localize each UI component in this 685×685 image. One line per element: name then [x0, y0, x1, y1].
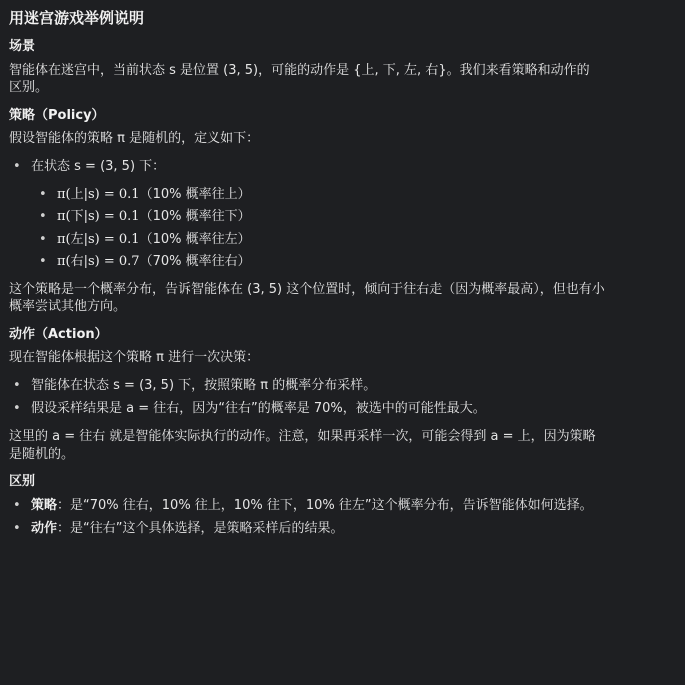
action-intro: 现在智能体根据这个策略 π 进行一次决策： [9, 350, 260, 366]
prob-note: （70% 概率往右） [139, 254, 251, 270]
list-item [9, 208, 676, 226]
policy-summary-line-2: 概率尝试其他方向。 [9, 299, 127, 315]
list-item [9, 497, 676, 515]
prob-note: （10% 概率往下） [139, 209, 251, 225]
prob-formula: π(右|s) = 0.7 [57, 254, 140, 270]
list-item [9, 520, 676, 538]
action-summary-line-1: 这里的 a = 往右 就是智能体实际执行的动作。注意，如果再采样一次，可能会得到 a = 上，因为策略 [9, 429, 596, 444]
policy-summary [9, 281, 676, 316]
prob-note: （10% 概率往左） [139, 231, 251, 247]
scene-paragraph [9, 62, 676, 97]
policy-heading: 策略（Policy） [9, 107, 105, 123]
bullet-icon: • [13, 401, 21, 417]
policy-prob-list [9, 186, 676, 271]
prob-note: （10% 概率往上） [139, 186, 251, 202]
prob-formula: π(下|s) = 0.1 [57, 209, 140, 225]
policy-state-item: 在状态 s = (3, 5) 下： [31, 158, 166, 174]
policy-summary-line-1: 这个策略是一个概率分布，告诉智能体在 (3, 5) 这个位置时，倾向于往右走（因为概率最高），但也有小 [9, 281, 605, 297]
scene-line-2: 区别。 [9, 80, 49, 96]
bullet-icon: • [39, 254, 47, 270]
list-item [9, 186, 676, 204]
action-summary-line-2: 是随机的。 [9, 446, 75, 462]
action-item: 智能体在状态 s = (3, 5) 下，按照策略 π 的概率分布采样。 [31, 377, 377, 393]
bullet-icon: • [13, 158, 21, 174]
prob-formula: π(上|s) = 0.1 [57, 186, 140, 202]
bullet-icon: • [39, 231, 47, 247]
scene-heading: 场景 [9, 39, 36, 55]
policy-intro: 假设智能体的策略 π 是随机的，定义如下： [9, 131, 260, 147]
list-item [9, 253, 676, 271]
prob-formula: π(左|s) = 0.1 [57, 231, 140, 247]
page-title: 用迷宫游戏举例说明 [9, 9, 145, 27]
difference-heading: 区别 [9, 474, 36, 490]
bullet-icon: • [39, 186, 47, 202]
scene-line-1: 智能体在迷宫中，当前状态 s 是位置 (3, 5)，可能的动作是 {上, 下, 左, 右}。我们来看策略和动作的 [9, 62, 590, 78]
difference-text: ：是“70% 往右，10% 往上，10% 往下，10% 往左”这个概率分布，告诉智能体如何选择。 [57, 497, 593, 513]
bullet-icon: • [13, 521, 21, 537]
difference-label: 策略 [31, 497, 58, 513]
action-list [9, 377, 676, 418]
action-summary [9, 428, 676, 463]
difference-text: ：是“往右”这个具体选择，是策略采样后的结果。 [57, 521, 344, 537]
policy-list [9, 158, 676, 176]
bullet-icon: • [13, 377, 21, 393]
list-item [9, 158, 676, 176]
bullet-icon: • [39, 209, 47, 225]
list-item [9, 377, 676, 395]
difference-label: 动作 [31, 521, 58, 537]
list-item [9, 231, 676, 249]
action-item: 假设采样结果是 a = 往右，因为“往右”的概率是 70%，被选中的可能性最大。 [31, 401, 486, 417]
list-item [9, 400, 676, 418]
bullet-icon: • [13, 497, 21, 513]
difference-list [9, 497, 676, 538]
action-heading: 动作（Action） [9, 326, 108, 342]
